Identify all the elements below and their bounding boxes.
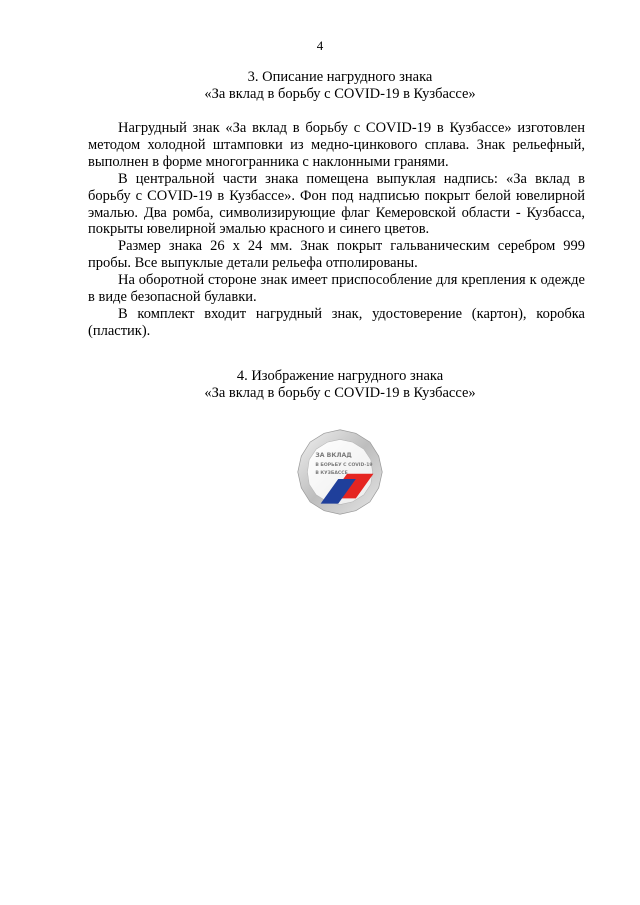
page-number: 4: [316, 38, 324, 53]
badge-graphic: [296, 428, 384, 516]
badge-text-line-3: В КУЗБАССЕ: [315, 470, 348, 476]
section-3-subtitle: «За вклад в борьбу с COVID-19 в Кузбассе»: [204, 86, 476, 102]
section-4-subtitle: «За вклад в борьбу с COVID-19 в Кузбассе»: [204, 385, 476, 401]
badge-image: [296, 428, 384, 516]
section-3-heading: [0, 69, 640, 103]
paragraph-5: В комплект входит нагрудный знак, удостоверение (картон), коробка (пластик).: [88, 305, 585, 339]
paragraph-2: В центральной части знака помещена выпуклая надпись: «За вклад в борьбу с COVID-19 в Кузбассе». Фон под надписью покрыт белой ювелирной эмалью. Два ромба, символизирующие флаг Кемеровской области - Кузбасса, покрыты ювелирной эмалью красного и синего цветов.: [88, 170, 585, 238]
badge-text-line-1: ЗА ВКЛАД: [315, 452, 352, 460]
section-3-title: 3. Описание нагрудного знака: [247, 69, 433, 85]
badge-text-line-2: В БОРЬБУ С COVID-19: [315, 462, 373, 468]
paragraph-3: Размер знака 26 х 24 мм. Знак покрыт гальваническим серебром 999 пробы. Все выпуклые детали рельефа отполированы.: [88, 238, 585, 272]
section-4-heading: [0, 368, 640, 402]
section-4-title: 4. Изображение нагрудного знака: [236, 368, 444, 384]
description-text: [88, 120, 585, 340]
paragraph-4: На оборотной стороне знак имеет приспособление для крепления к одежде в виде безопасной булавки.: [88, 272, 585, 306]
paragraph-1: Нагрудный знак «За вклад в борьбу с COVID-19 в Кузбассе» изготовлен методом холодной штамповки из медно-цинкового сплава. Знак рельефный, выполнен в форме многогранника с наклонными гранями.: [88, 120, 585, 170]
